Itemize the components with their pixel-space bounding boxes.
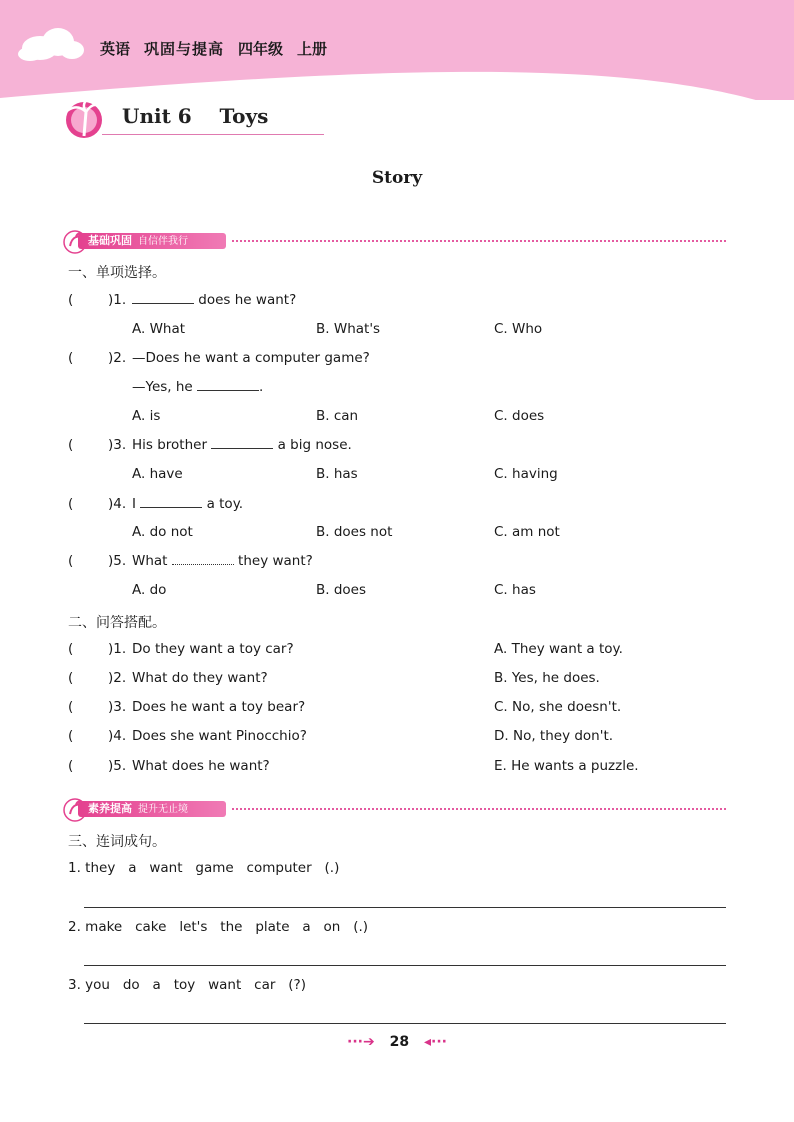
answer-line-1[interactable] [84, 907, 726, 908]
question-2-line2: —Yes, he . [132, 379, 264, 395]
lesson-title: Story [371, 168, 423, 188]
question-2: ( )2. —Does he want a computer game? [68, 350, 370, 366]
unit-underline [102, 134, 324, 135]
question-5: ( )5. What they want? [68, 553, 313, 569]
header-grade: 四年级 [238, 40, 284, 58]
match-row-4: ( )4. Does she want Pinocchio? D. No, they don't. [68, 728, 614, 744]
question-3: ( )3. His brother a big nose. [68, 437, 352, 453]
answer-blank[interactable] [197, 379, 259, 391]
page-number: 28 [389, 1034, 410, 1050]
word-order-2: 2. make cake let's the plate a on (.) [68, 919, 369, 935]
banner-label: 基础巩固 自信伴我行 [78, 233, 226, 249]
unit-heading [62, 96, 269, 140]
page-footer [0, 1034, 794, 1050]
options-5: A. do B. does C. has [132, 582, 536, 598]
header-volume: 上册 [297, 40, 328, 58]
section2-heading: 二、问答搭配。 [68, 615, 166, 631]
section-banner-basic [62, 228, 726, 254]
section1-heading: 一、单项选择。 [68, 265, 166, 281]
match-row-1: ( )1. Do they want a toy car? A. They want a toy. [68, 641, 623, 657]
question-4: ( )4. I a toy. [68, 496, 244, 512]
word-order-3: 3. you do a toy want car (?) [68, 977, 306, 993]
answer-blank[interactable] [211, 437, 273, 449]
match-row-3: ( )3. Does he want a toy bear? C. No, she doesn't. [68, 699, 622, 715]
options-4: A. do not B. does not C. am not [132, 524, 560, 540]
answer-blank[interactable] [140, 496, 202, 508]
options-1: A. What B. What's C. Who [132, 321, 543, 337]
options-2: A. is B. can C. does [132, 408, 545, 424]
header-subject: 英语 [100, 40, 131, 58]
answer-blank[interactable] [132, 292, 194, 304]
match-row-2: ( )2. What do they want? B. Yes, he does. [68, 670, 600, 686]
options-3: A. have B. has C. having [132, 466, 558, 482]
dotted-divider [232, 808, 726, 810]
question-1: ( )1. does he want? [68, 292, 297, 308]
banner-label: 素养提高 提升无止境 [78, 801, 226, 817]
header-info [100, 38, 327, 59]
header-book: 巩固与提高 [144, 40, 225, 58]
unit-title: Unit 6 Toys [122, 104, 269, 128]
answer-blank[interactable] [172, 553, 234, 565]
word-order-1: 1. they a want game computer (.) [68, 860, 340, 876]
answer-line-3[interactable] [84, 1023, 726, 1024]
match-row-5: ( )5. What does he want? E. He wants a puzzle. [68, 758, 639, 774]
arrow-right-icon: ···➔ [347, 1034, 375, 1050]
answer-line-2[interactable] [84, 965, 726, 966]
section-banner-improve [62, 796, 726, 822]
section3-heading: 三、连词成句。 [68, 834, 166, 850]
arrow-left-icon: ◂··· [423, 1034, 447, 1050]
dotted-divider [232, 240, 726, 242]
